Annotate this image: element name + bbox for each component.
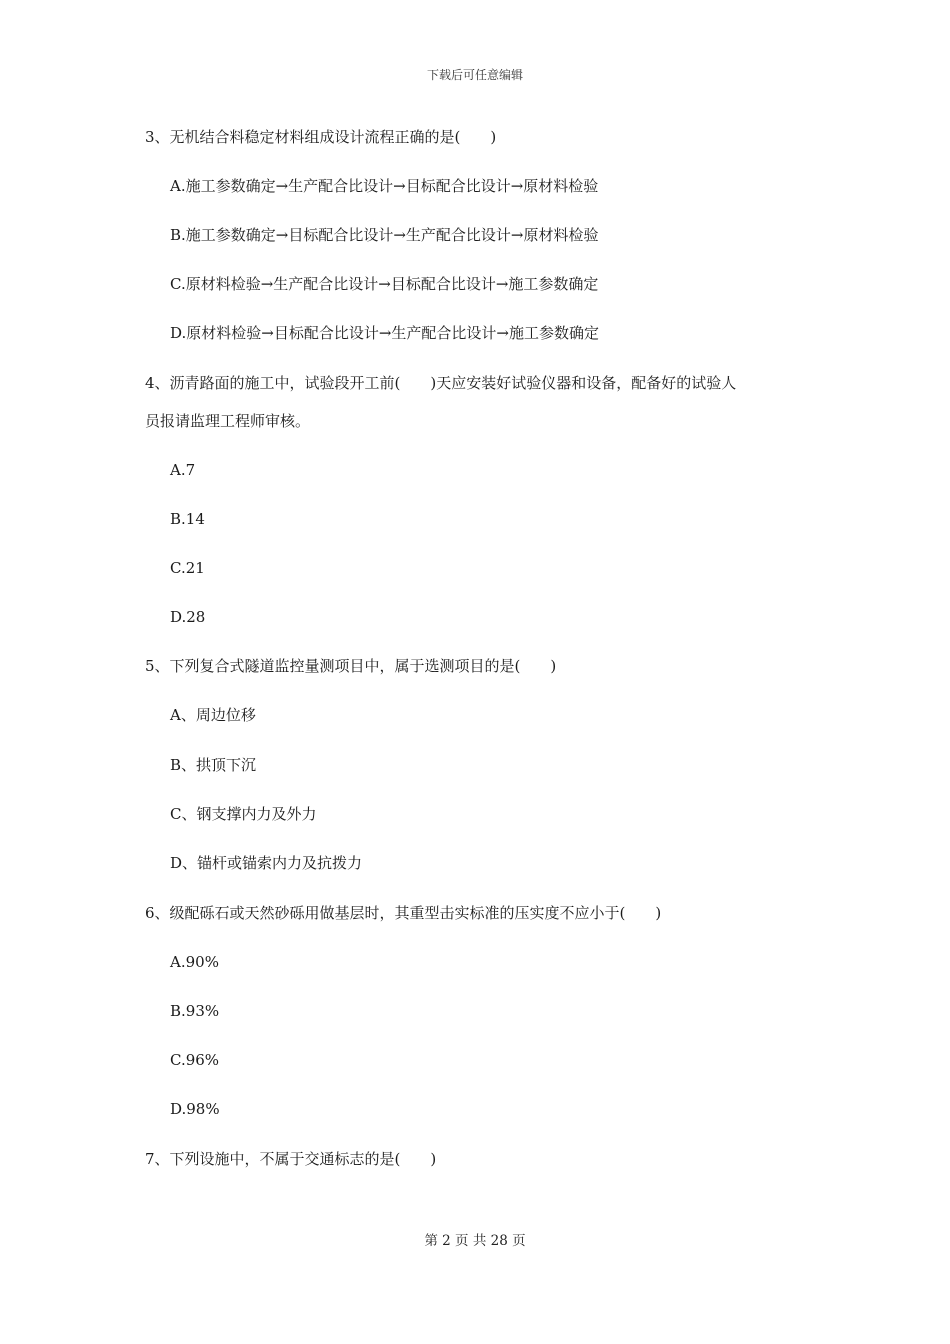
question-3-option-d: D.原材料检验→目标配合比设计→生产配合比设计→施工参数确定 — [170, 324, 599, 342]
question-6-option-b: B.93% — [170, 1002, 220, 1020]
question-4-stem: 4、沥青路面的施工中，试验段开工前( )天应安装好试验仪器和设备，配备好的试验人 — [145, 374, 737, 392]
question-6-option-c: C.96% — [170, 1051, 220, 1069]
question-3-option-c: C.原材料检验→生产配合比设计→目标配合比设计→施工参数确定 — [170, 275, 599, 293]
question-6-option-d: D.98% — [170, 1100, 220, 1118]
question-4-stem-continued: 员报请监理工程师审核。 — [145, 412, 311, 430]
question-6-stem: 6、级配砾石或天然砂砾用做基层时，其重型击实标准的压实度不应小于( ) — [145, 904, 662, 922]
question-4-option-b: B.14 — [170, 510, 205, 528]
question-3-stem: 3、无机结合料稳定材料组成设计流程正确的是( ) — [145, 128, 497, 146]
question-6-option-a: A.90% — [170, 953, 219, 971]
question-4-option-d: D.28 — [170, 608, 206, 626]
question-5-option-b: B、拱顶下沉 — [170, 756, 257, 774]
question-3-option-b: B.施工参数确定→目标配合比设计→生产配合比设计→原材料检验 — [170, 226, 599, 244]
question-5-option-d: D、锚杆或锚索内力及抗拨力 — [170, 854, 363, 872]
question-5-option-c: C、钢支撑内力及外力 — [170, 805, 317, 823]
question-5-stem: 5、下列复合式隧道监控量测项目中，属于选测项目的是( ) — [145, 657, 557, 675]
question-5-option-a: A、周边位移 — [170, 706, 256, 724]
question-3-option-a: A.施工参数确定→生产配合比设计→目标配合比设计→原材料检验 — [170, 177, 599, 195]
question-7-stem: 7、下列设施中，不属于交通标志的是( ) — [145, 1150, 437, 1168]
question-4-option-c: C.21 — [170, 559, 205, 577]
question-4-option-a: A.7 — [170, 461, 196, 479]
page-header: 下载后可任意编辑 — [426, 68, 523, 82]
page-footer: 第 2 页 共 28 页 — [424, 1233, 526, 1249]
